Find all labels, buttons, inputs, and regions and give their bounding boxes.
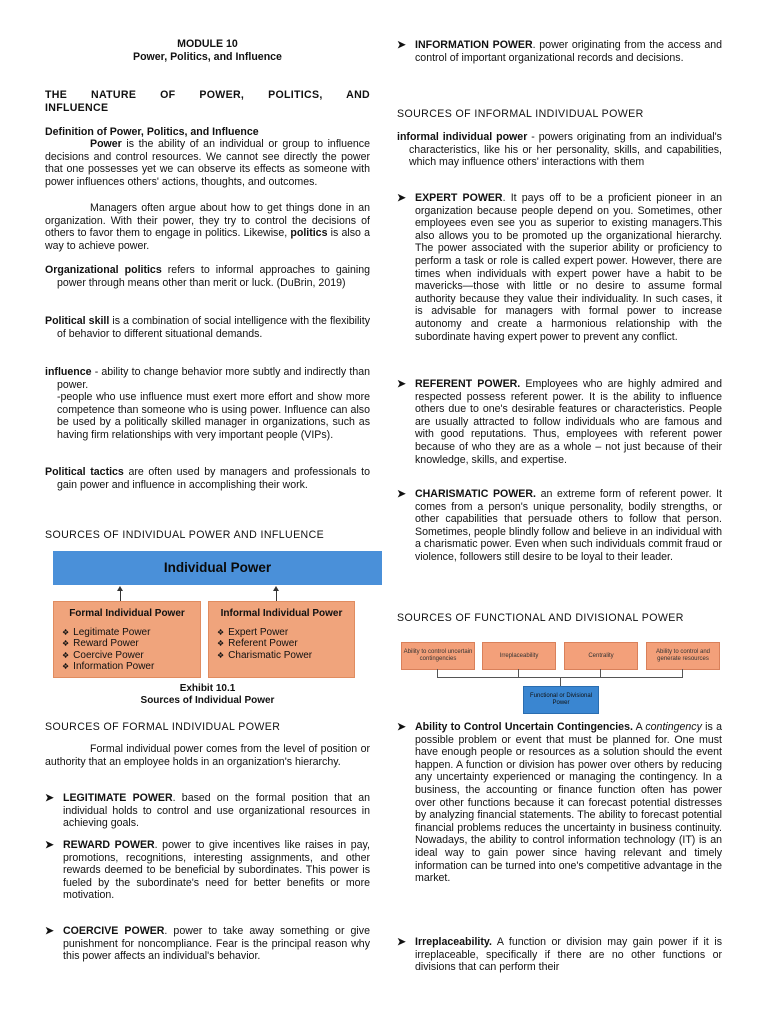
exhibit-caption-title: Sources of Individual Power — [140, 695, 275, 706]
connector-line — [518, 669, 519, 677]
influence-paragraph — [45, 366, 370, 391]
expert-power-term: EXPERT POWER — [415, 192, 503, 204]
arrow-up-icon — [120, 591, 121, 601]
informal-sources-heading: SOURCES OF INFORMAL INDIVIDUAL POWER — [397, 108, 644, 120]
uncertain-contingencies-definition: is a possible problem or event that must be planned for. One must have enough people or resources as a solution should the event happen. A function or division has power over others by reducing any uncertainty experienced or managing the contingency. In a business, the accounting or finance function often has power over other functions because it can forecast potential distresses by analyzing financial statements. The ability to forecast potential financial problems reduces the uncertainty in business continuity. Nowadays, the ability to control information technology (IT) is an ideal way to gain power since having relevant and timely information can be turned into one's competitive advantage in the market. — [415, 721, 722, 885]
political-tactics-definition: are often used by managers and professionals to gain power and influence in accomplishing their work. — [57, 466, 370, 491]
arrow-bullet-icon: ➤ — [397, 936, 406, 948]
coercive-power-term: COERCIVE POWER — [63, 925, 165, 937]
arrow-bullet-icon: ➤ — [397, 488, 406, 500]
expert-power-item — [397, 192, 722, 343]
charismatic-power-definition: an extreme form of referent power. It comes from a person's unique personality, bodily strengths, or other capabilities that persuade others to follow that person. Sometimes, people blindly follow and believe in an individual with a charismatic power. Even when such individuals commit fraud or violence, followers still desire to be loyal to their leader. — [415, 488, 722, 563]
legitimate-power-term: LEGITIMATE POWER — [63, 792, 173, 804]
contingency-term: contingency — [645, 721, 702, 733]
org-politics-paragraph — [45, 264, 370, 289]
charismatic-power-term: CHARISMATIC POWER. — [415, 488, 536, 500]
formal-intro: Formal individual power comes from the level of position or authority that an employee holds in an organization's hierarchy. — [45, 743, 370, 768]
informal-power-term: informal individual power — [397, 131, 528, 143]
informal-power-definition: - powers originating from an individual's characteristics, like his or her personality, skills, and capabilities, which may influence others' interactions with them — [409, 131, 722, 169]
uncertain-contingencies-term: Ability to Control Uncertain Contingencies. — [415, 721, 633, 733]
individual-power-box: Individual Power — [53, 551, 382, 585]
reward-power-definition: . power to give incentives like raises in pay, promotions, recognitions, interesting assignments, and other rewards deemed to be beneficial by subordinates. This power is fueled by the subordinate's need for better benefits or more motivation. — [63, 839, 371, 902]
political-tactics-paragraph — [45, 466, 370, 491]
informal-power-title: Informal Individual Power — [220, 608, 343, 619]
org-politics-definition: refers to informal approaches to gaining power through means other than merit or luck. (DuBrin, 2019) — [57, 264, 370, 289]
political-tactics-term: Political tactics — [45, 466, 124, 478]
referent-power-definition: Employees who are highly admired and respected possess referent power. It is the ability to influence others due to one's desirable features or characteristics. People are usually attracted to follow individuals who are famous and with good reputations. Thus, employees with referent power because of who they are as a whole – not just because of their knowledge, skills, and expertise. — [415, 378, 723, 466]
list-item: ❖ Expert Power — [217, 627, 354, 639]
power-paragraph — [45, 138, 370, 188]
list-item: ❖ Charismatic Power — [217, 650, 354, 662]
influence-paragraph-2: -people who use influence must exert more effort and show more competence than someone who is using power. Influence can also be used by a politically skilled manager in organizations, such as having firm relationships with very important people (VIPs). — [57, 391, 370, 441]
coercive-power-item — [45, 925, 370, 963]
irreplaceability-item — [397, 936, 722, 974]
module-title: MODULE 10 — [177, 38, 238, 50]
uncertain-contingencies-item — [397, 721, 722, 885]
referent-power-term: REFERENT POWER. — [415, 378, 521, 390]
diagram-box-contingencies: Ability to control uncertain contingencies — [401, 642, 475, 670]
arrow-bullet-icon: ➤ — [397, 721, 406, 733]
managers-text: Managers often argue about how to get things done in an organization. With their power, they try to control the decisions of others to favor them to engage in politics. Likewise, — [45, 202, 370, 240]
sources-heading: SOURCES OF INDIVIDUAL POWER AND INFLUENCE — [45, 529, 325, 541]
diagram-box-centrality: Centrality — [564, 642, 638, 670]
managers-paragraph — [45, 202, 370, 252]
arrow-bullet-icon: ➤ — [45, 839, 54, 851]
arrow-bullet-icon: ➤ — [397, 192, 406, 204]
formal-power-title: Formal Individual Power — [69, 608, 185, 619]
formal-power-list — [54, 627, 200, 673]
list-item: ❖ Referent Power — [217, 638, 354, 650]
influence-term: influence — [45, 366, 92, 378]
module-subtitle: Power, Politics, and Influence — [133, 51, 282, 63]
arrow-bullet-icon: ➤ — [45, 792, 54, 804]
org-politics-term: Organizational politics — [45, 264, 162, 276]
information-power-term: INFORMATION POWER — [415, 39, 533, 51]
list-item: ❖ Information Power — [62, 661, 200, 673]
informal-power-paragraph — [397, 131, 722, 169]
connector-line — [600, 669, 601, 677]
legitimate-power-definition: . based on the formal position that an individual holds to control and use organizational resources in achieving goals. — [63, 792, 370, 830]
arrow-bullet-icon: ➤ — [397, 378, 406, 390]
informal-power-box — [208, 601, 355, 678]
political-skill-definition: is a combination of social intelligence with the flexibility of behavior to different situational demands. — [57, 315, 370, 340]
diagram-box-irreplaceability: Irreplaceability — [482, 642, 556, 670]
list-item: ❖ Reward Power — [62, 638, 200, 650]
power-definition: is the ability of an individual or group to influence decisions and control resources. We cannot see directly the power that one possesses yet we can observe its effects as someone with power influences others' actions, thoughts, and outcomes. — [45, 138, 370, 188]
political-skill-term: Political skill — [45, 315, 110, 327]
uncertain-contingencies-text: A — [632, 721, 646, 733]
arrow-bullet-icon: ➤ — [397, 39, 406, 51]
definition-heading: Definition of Power, Politics, and Influence — [45, 126, 259, 138]
list-item: ❖ Legitimate Power — [62, 627, 200, 639]
politics-term: politics — [290, 227, 328, 240]
irreplaceability-term: Irreplaceability. — [415, 936, 492, 948]
exhibit-diagram — [0, 551, 415, 711]
functional-power-diagram — [397, 636, 722, 716]
legitimate-power-item — [45, 792, 370, 830]
reward-power-item — [45, 839, 370, 902]
arrow-bullet-icon: ➤ — [45, 925, 54, 937]
reward-power-term: REWARD POWER — [63, 839, 155, 851]
exhibit-caption: Exhibit 10.1 — [179, 683, 236, 694]
formal-sources-heading: SOURCES OF FORMAL INDIVIDUAL POWER — [45, 721, 281, 733]
connector-line — [682, 669, 683, 677]
information-power-item — [397, 39, 722, 64]
managers-text-end: is also a way to achieve power. — [45, 227, 370, 252]
connector-line — [560, 677, 561, 686]
influence-definition: - ability to change behavior more subtly and indirectly than power. — [57, 366, 370, 391]
diagram-box-functional-power: Functional or Divisional Power — [523, 686, 599, 714]
nature-heading: THE NATURE OF POWER, POLITICS, AND INFLUENCE — [45, 89, 370, 114]
irreplaceability-definition: A function or division may gain power if it is irreplaceable, specifically if there are no other functions or divisions that can perform their — [415, 936, 722, 974]
diagram-box-resources: Ability to control and generate resources — [646, 642, 720, 670]
connector-line — [437, 669, 438, 677]
list-item: ❖ Coercive Power — [62, 650, 200, 662]
information-power-definition: . power originating from the access and control of important organizational records and decisions. — [415, 39, 722, 64]
informal-power-list — [209, 627, 354, 662]
political-skill-paragraph — [45, 315, 370, 340]
functional-sources-heading: SOURCES OF FUNCTIONAL AND DIVISIONAL POWER — [397, 612, 684, 624]
charismatic-power-item — [397, 488, 722, 564]
coercive-power-definition: . power to take away something or give punishment for noncompliance. Fear is the principal reason why this power affects an individual's behavior. — [63, 925, 370, 963]
power-term: Power — [90, 138, 122, 150]
expert-power-definition: . It pays off to be a proficient pioneer in an organization because people depend on you. Sometimes, other employees even see you as superior to existing managers.This also allows you to be promoted up the organizational hierarchy. The power associated with the superior ability or proficiency to perform a task or role is called expert power. However, there are times when individuals with expert power have a habit to be mavericks—those with little or no desire to assume formal authority because they value their individuality. In such cases, it is advisable for managers with formal power to increase autonomy and create a harmonious relationship with the subordinate having expert power to prevent any conflict. — [415, 192, 723, 343]
formal-power-box — [53, 601, 201, 678]
arrow-up-icon — [276, 591, 277, 601]
referent-power-item — [397, 378, 722, 466]
